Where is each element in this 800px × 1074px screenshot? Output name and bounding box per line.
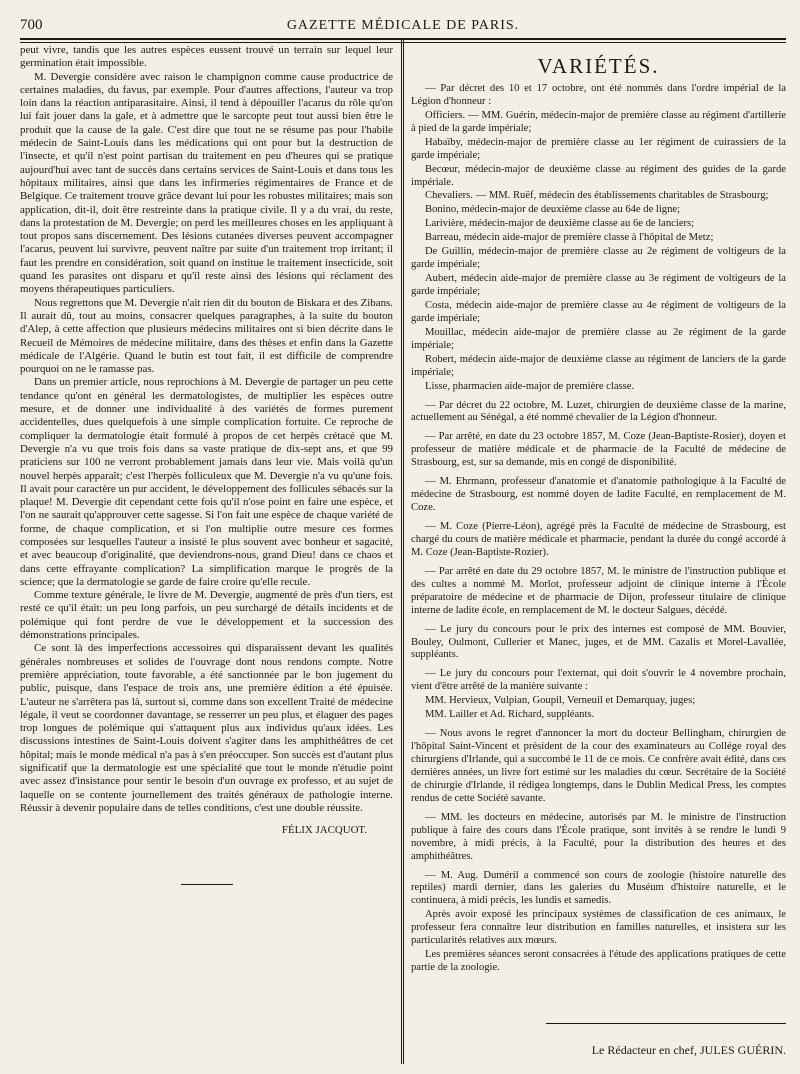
paragraph: Mouillac, médecin aide-major de première classe au 2e régiment de la garde impériale; [411, 326, 786, 351]
news-item [411, 566, 786, 618]
paragraph: — Par décret des 10 et 17 octobre, ont été nommés dans l'ordre impérial de la Légion d'honneur : [411, 82, 786, 107]
paragraph: — Le jury du concours pour le prix des internes est composé de MM. Bouvier, Bouley, Oulmont, Cullerier et Manec, juges, et de MM. Cazalis et Morel-Lavallée, suppléants. [411, 623, 786, 661]
paragraph: Les premières séances seront consacrées à l'étude des applications pratiques de cette partie de la zoologie. [411, 949, 786, 974]
page-header [20, 12, 786, 40]
news-item [411, 624, 786, 663]
paragraph: peut vivre, tandis que les autres espèces eussent trouvé un terrain sur lequel leur germination était impossible. [20, 44, 393, 70]
paragraph: Larivière, médecin-major de deuxième classe au 6e de lanciers; [425, 218, 695, 230]
editor-signature: Le Rédacteur en chef, JULES GUÉRIN. [591, 1043, 786, 1057]
paragraph: MM. Hervieux, Vulpian, Goupil, Verneuil et Demarquay, juges; [425, 695, 696, 707]
paragraph: Chevaliers. — MM. Ruëf, médecin des établissements charitables de Strasbourg; [425, 190, 769, 202]
right-column [411, 44, 786, 1057]
journal-title: GAZETTE MÉDICALE DE PARIS. [286, 18, 520, 33]
paragraph: — M. Coze (Pierre-Léon), agrégé près la Faculté de médecine de Strasbourg, est chargé du cours de matière médicale et pharmacie, pendant la durée du congé accordé à M. Coze (Jean-Baptiste-Rozier). [411, 521, 786, 558]
paragraph: M. Devergie considère avec raison le champignon comme cause productrice de certaines maladies, du favus, par exemple. Pour d'autres affections, l'auteur va trop loin dans la réaction antiparasitaire. Ainsi, il tend à dépouiller l'acarus du rôle qu'on lui fait jouer dans la gale, et à admettre que le sarcopte peut tout aussi bien être le produit que la cause de la gale. C'est dire que tout ne se résume pas pour l'habile médecin de Saint-Louis dans les médications qui ont pour but la destruction de l'insecte, et qu'il n'est point partisan du traitement en peu d'heures qui se pratique aujourd'hui avec tant de succès dans certains services de Saint-Louis et dans tous les hôpitaux militaires, ainsi que dans les infirmeries régimentaires de France et de Belgique. Ce traitement trouve grâce devant lui pour les robustes militaires; mais son application, dit-il, doit être restreinte dans la pratique civile. Il y a du vrai, du reste, dans la protestation de M. Devergie; on perd les meilleures choses en les appliquant à tout propos sans discernement. Des lésions cutanées diverses peuvent accompagner l'acarus, peuvent lui survivre, peuvent naître par suite d'un traitement trop irritant; il faut les prendre en considération, soit quand on institue le traitement insecticide, soit quand les parasites ont disparu et qu'il reste ainsi des lésions qui réclament des moyens thérapeutiques particuliers. [20, 70, 393, 296]
paragraph: Costa, médecin aide-major de première classe au 4e régiment de voltigeurs de la garde impériale; [411, 299, 786, 324]
paragraph: Comme texture générale, le livre de M. Devergie, augmenté de près d'un tiers, est resté ce qu'il était: un peu long parfois, un peu surchargé de détails incidents et de polémique qui font perdre de vue le développement et la succession des démonstrations principales. [20, 589, 393, 642]
news-item [411, 521, 786, 560]
paragraph: — Nous avons le regret d'annoncer la mort du docteur Bellingham, chirurgien de l'hôpital Saint-Vincent et président de la cour des examinateurs au Collége royal des chirurgiens d'Irlande, qui a succombé le 11 de ce mois. Ce confrère avait édité, dans ces dernières années, un livre fort estimé sur les maladies du cœur. Secrétaire de la Société de chirurgie d'Irlande, il rédigea longtemps, dans le Dublin Medical Press, les comptes rendus de cette Société savante. [411, 728, 786, 804]
news-item [411, 83, 786, 394]
column-divider [401, 38, 405, 1064]
paragraph: Aubert, médecin aide-major de première classe au 3e régiment de voltigeurs de la garde impériale; [411, 273, 786, 297]
paragraph: De Guillin, médecin-major de première classe au 2e régiment de voltigeurs de la garde impériale; [411, 246, 786, 271]
paragraph: Barreau, médecin aide-major de première classe à l'hôpital de Metz; [425, 232, 714, 244]
news-item [411, 668, 786, 722]
paragraph: — M. Aug. Duméril a commencé son cours de zoologie (histoire naturelle des reptiles) mardi dernier, dans les galeries du Muséum d'histoire naturelle, et le continuera, à midi précis, les lundis et samedis. [411, 869, 786, 907]
paragraph: Nous regrettons que M. Devergie n'ait rien dit du bouton de Biskara et des Zibans. Il aurait dû, tout au moins, consacrer quelques paragraphes, à la suite du bouton d'Alep, à cette affection que plusieurs médecins militaires ont si bien décrite dans le Recueil de Mémoires de médecine militaire, dans des thèses et enfin dans la Gazette médicale de l'Algérie. Quand le butin est tout fait, il est difficile de comprendre pourquoi on ne le ramasse pas. [20, 296, 393, 376]
paragraph: Robert, médecin aide-major de deuxième classe au régiment de lanciers de la garde impériale; [411, 353, 786, 378]
news-item [411, 870, 786, 976]
paragraph: — M. Ehrmann, professeur d'anatomie et d'anatomie pathologique à la Faculté de médecine de Strasbourg, est nommé doyen de ladite Faculté, en remplacement de M. Coze. [411, 476, 786, 514]
paragraph: Ce sont là des imperfections accessoires qui disparaissent devant les qualités générales nombreuses et solides de l'ouvrage dont nous rendons compte. Notre première appréciation, toute favorable, a été sanctionnée par le bon jugement du public, puisque, dans l'espace de trois ans, une première édition a été épuisée. L'auteur ne s'arrêtera pas là, surtout si, comme dans son excellent Traité de médecine légale, il veut se coordonner davantage, se resserrer un peu plus, et élaguer des pages trop longues de polémique qui s'attaquent plus aux individus qu'aux idées. Les discussions intestines de Saint-Louis doivent s'agiter dans les amphithéâtres de cet hôpital; mais le monde médical n'a pas à s'en préoccuper. Son succès est d'autant plus significatif que la dermatologie est une spécialité que tout le monde n'étudie point avec assez d'insistance pour sentir le besoin d'un ouvrage ex professo, et au sujet de laquelle on se contente journellement des traités généraux de pathologie interne. Réussir à devenir populaire dans de telles conditions, c'est une double réussite. [20, 642, 393, 814]
news-item [411, 400, 786, 426]
paragraph: Après avoir exposé les principaux systèmes de classification de ces animaux, le professeur fera connaître leur distribution en familles naturelles, et insistera sur les particularités relatives aux mœurs. [411, 909, 786, 947]
paragraph: — Par arrêté en date du 29 octobre 1857, M. le ministre de l'instruction publique et des cultes a nommé M. Morlot, professeur adjoint de clinique interne à l'École préparatoire de médecine et de pharmacie de Dijon, professeur titulaire de clinique interne de ladite école, en remplacement de M. le docteur Salgues, décédé. [411, 565, 786, 616]
news-item [411, 476, 786, 515]
paragraph: Bonino, médecin-major de deuxième classe au 64e de ligne; [425, 204, 681, 216]
paragraph: Officiers. — MM. Guérin, médecin-major de première classe au régiment d'artillerie à pied de la garde impériale; [411, 109, 786, 134]
paragraph: Becœur, médecin-major de deuxième classe au régiment des guides de la garde impériale. [411, 163, 786, 188]
paragraph: — Par décret du 22 octobre, M. Luzet, chirurgien de deuxième classe de la marine, actuellement au Sénégal, a été nommé chevalier de la Légion d'honneur. [411, 399, 786, 424]
news-item [411, 431, 786, 470]
paragraph: Habaïby, médecin-major de première classe au 1er régiment de cuirassiers de la garde impériale; [411, 136, 786, 161]
paragraph: — Le jury du concours pour l'externat, qui doit s'ouvrir le 4 novembre prochain, vient d'être arrêté de la manière suivante : [411, 668, 786, 693]
paragraph: MM. Lailler et Ad. Richard, suppléants. [425, 709, 595, 721]
end-rule [546, 1023, 786, 1024]
paragraph: Lisse, pharmacien aide-major de première classe. [425, 380, 635, 392]
paragraph: — Par arrêté, en date du 23 octobre 1857, M. Coze (Jean-Baptiste-Rosier), doyen et professeur de matière médicale et de pharmacie de la Faculté de médecine de Strasbourg, est, sur sa demande, mis en congé de disponibilité. [411, 431, 786, 469]
news-item [411, 812, 786, 864]
news-item [411, 728, 786, 806]
paragraph: Dans un premier article, nous reprochions à M. Devergie de partager un peu cette tendance qu'ont en général les dermatologistes, de multiplier les espèces outre mesure, et de donner une individualité à des variétés de formes purement accidentelles, dues quelquefois à une simple complication fortuite. Ce reproche de compliquer la dermatologie était formulé à propos de cet herpès crétacé que M. Devergie n'a vu que trois fois dans sa vaste pratique de dix-sept ans, et que 99 praticiens sur 100 ne verront probablement jamais dans leur vie. Mais voilà qu'un nouvel herpès apparaît; c'est l'herpès folliculeux que M. Devergie n'a vu qu'une fois. Il avait pour caractère un pur accident, le développement des follicules sébacés sur la plaque! M. Devergie dit cependant cette fois qu'il n'ose point en faire une espèce, et l'on ne saurait qu'approuver cette sagesse. Si l'on fait une espèce de chaque variété de forme, de chaque complication, et si l'on multiplie outre mesure ces formes composées sur lesquelles l'auteur a insisté le plus souvent avec bonheur et sagacité, et avec beaucoup d'originalité, que deviendrons-nous, grand Dieu! dans ce chaos et dans cette effrayante complication? La simplification marque le progrès de la science; que la dermatologie se garde de faire croire qu'elle recule. [20, 376, 393, 588]
page-number: 700 [20, 17, 43, 33]
end-rule [181, 884, 233, 885]
columns [20, 44, 786, 1070]
section-title: VARIÉTÉS. [537, 54, 660, 78]
paragraph: — MM. les docteurs en médecine, autorisés par M. le ministre de l'instruction publique à faire des cours dans l'École pratique, sont invités à se rendre le lundi 9 novembre, à midi précis, à la Faculté, pour la distribution des heures et des amphithéâtres. [411, 811, 786, 862]
author-signature: FÉLIX JACQUOT. [281, 824, 367, 837]
left-column [20, 44, 393, 885]
